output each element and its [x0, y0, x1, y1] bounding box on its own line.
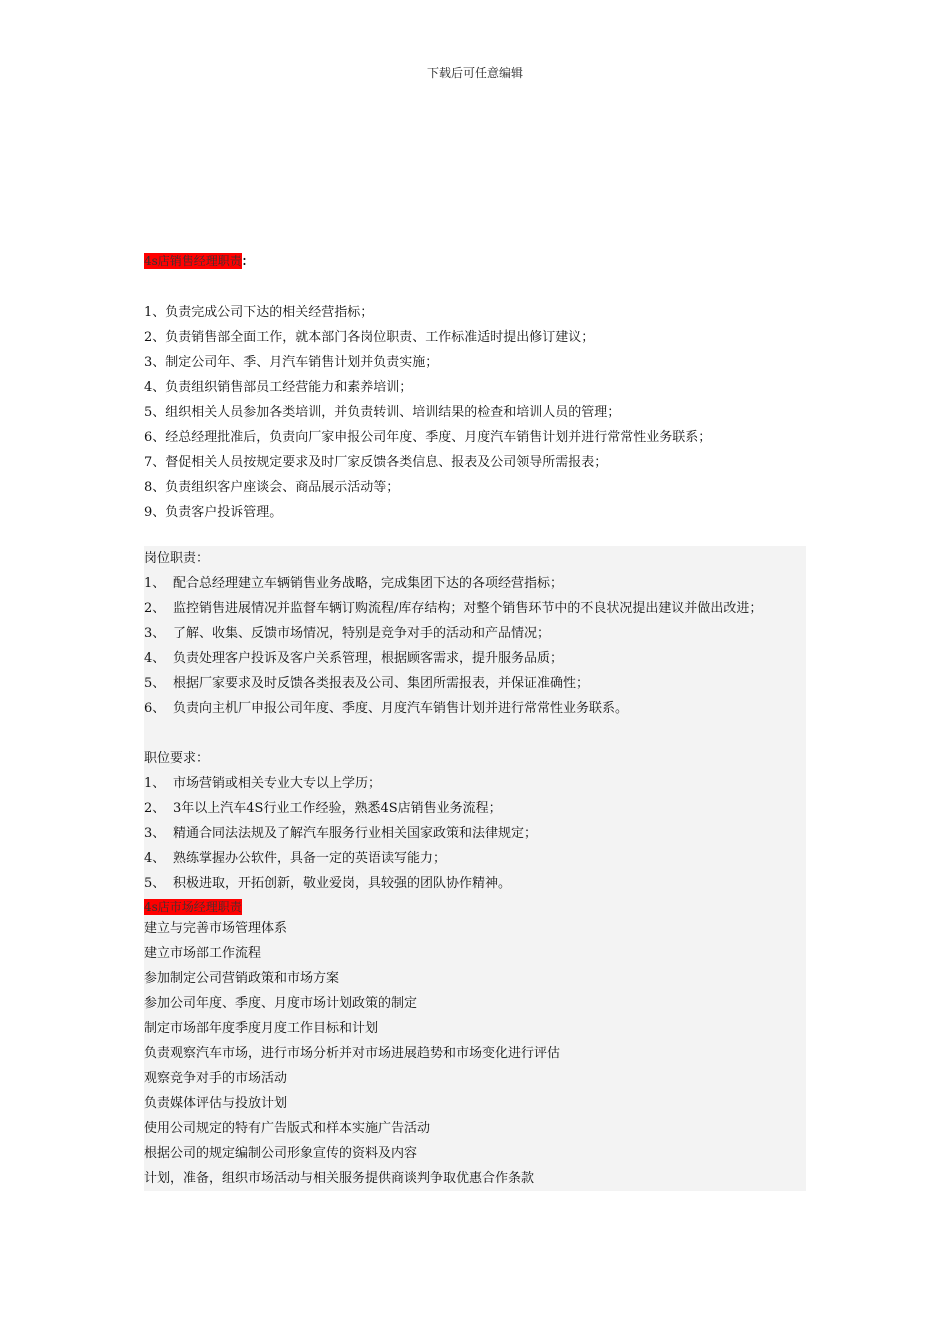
list-item [144, 646, 806, 671]
sales-manager-title: 4s店销售经理职责 [144, 254, 242, 268]
list-item: 建立与完善市场管理体系 [144, 921, 288, 936]
item-text: 积极进取，开拓创新，敬业爱岗，具较强的团队协作精神。 [173, 876, 512, 891]
list-item: 7、督促相关人员按规定要求及时厂家反馈各类信息、报表及公司领导所需报表； [144, 455, 608, 470]
list-item [144, 696, 806, 721]
list-item: 参加公司年度、季度、月度市场计划政策的制定 [144, 996, 418, 1011]
duties-heading: 岗位职责： [144, 551, 210, 566]
sales-title-colon: : [241, 250, 248, 269]
list-item [144, 821, 806, 846]
item-number: 4、 [144, 651, 166, 666]
item-number: 5、 [144, 676, 166, 691]
item-number: 3、 [144, 826, 166, 841]
sales-title-row [144, 250, 806, 270]
list-item [144, 596, 806, 621]
requirements-heading: 职位要求： [144, 751, 210, 766]
list-item: 计划，准备，组织市场活动与相关服务提供商谈判争取优惠合作条款 [144, 1171, 535, 1186]
list-item: 4、负责组织销售部员工经营能力和素养培训； [144, 380, 413, 395]
item-number: 1、 [144, 576, 166, 591]
item-text: 负责处理客户投诉及客户关系管理，根据顾客需求，提升服务品质； [173, 651, 564, 666]
list-item: 5、组织相关人员参加各类培训，并负责转训、培训结果的检查和培训人员的管理； [144, 405, 621, 420]
list-item [144, 621, 806, 646]
list-item: 建立市场部工作流程 [144, 946, 262, 961]
list-item: 1、负责完成公司下达的相关经营指标； [144, 305, 374, 320]
item-text: 配合总经理建立车辆销售业务战略，完成集团下达的各项经营指标； [173, 576, 564, 591]
item-number: 2、 [144, 601, 166, 616]
item-number: 6、 [144, 701, 166, 716]
item-text: 根据厂家要求及时反馈各类报表及公司、集团所需报表，并保证准确性； [173, 676, 590, 691]
item-number: 5、 [144, 876, 166, 891]
item-text: 精通合同法法规及了解汽车服务行业相关国家政策和法律规定； [173, 826, 538, 841]
list-item: 参加制定公司营销政策和市场方案 [144, 971, 340, 986]
list-item: 2、负责销售部全面工作，就本部门各岗位职责、工作标准适时提出修订建议； [144, 330, 595, 345]
list-item [144, 871, 806, 896]
list-item [144, 796, 806, 821]
list-item: 3、制定公司年、季、月汽车销售计划并负责实施； [144, 355, 439, 370]
shaded-section [144, 546, 806, 1191]
document-body [144, 250, 806, 1191]
list-item: 根据公司的规定编制公司形象宣传的资料及内容 [144, 1146, 418, 1161]
item-text: 熟练掌握办公软件，具备一定的英语读写能力； [173, 851, 447, 866]
marketing-title-row [144, 896, 806, 916]
item-text: 3年以上汽车4S行业工作经验，熟悉4S店销售业务流程； [173, 801, 502, 816]
list-item [144, 771, 806, 796]
list-item: 6、经总经理批准后，负责向厂家申报公司年度、季度、月度汽车销售计划并进行常常性业务联系； [144, 430, 712, 445]
list-item: 制定市场部年度季度月度工作目标和计划 [144, 1021, 379, 1036]
item-text: 监控销售进展情况并监督车辆订购流程/库存结构；对整个销售环节中的不良状况提出建议并做出改进； [173, 601, 763, 616]
list-item [144, 671, 806, 696]
item-number: 1、 [144, 776, 166, 791]
item-number: 2、 [144, 801, 166, 816]
item-text: 负责向主机厂申报公司年度、季度、月度汽车销售计划并进行常常性业务联系。 [173, 701, 629, 716]
item-text: 了解、收集、反馈市场情况，特别是竞争对手的活动和产品情况； [173, 626, 551, 641]
list-item: 观察竞争对手的市场活动 [144, 1071, 288, 1086]
item-number: 4、 [144, 851, 166, 866]
list-item: 负责观察汽车市场，进行市场分析并对市场进展趋势和市场变化进行评估 [144, 1046, 561, 1061]
list-item: 8、负责组织客户座谈会、商品展示活动等； [144, 480, 400, 495]
marketing-manager-title: 4s店市场经理职责 [144, 900, 242, 914]
list-item: 9、负责客户投诉管理。 [144, 505, 283, 520]
sales-duties-list [144, 300, 806, 525]
list-item [144, 571, 806, 596]
item-text: 市场营销或相关专业大专以上学历； [173, 776, 382, 791]
list-item [144, 846, 806, 871]
list-item: 负责媒体评估与投放计划 [144, 1096, 288, 1111]
item-number: 3、 [144, 626, 166, 641]
header-note: 下载后可任意编辑 [426, 66, 523, 80]
list-item: 使用公司规定的特有广告版式和样本实施广告活动 [144, 1121, 431, 1136]
